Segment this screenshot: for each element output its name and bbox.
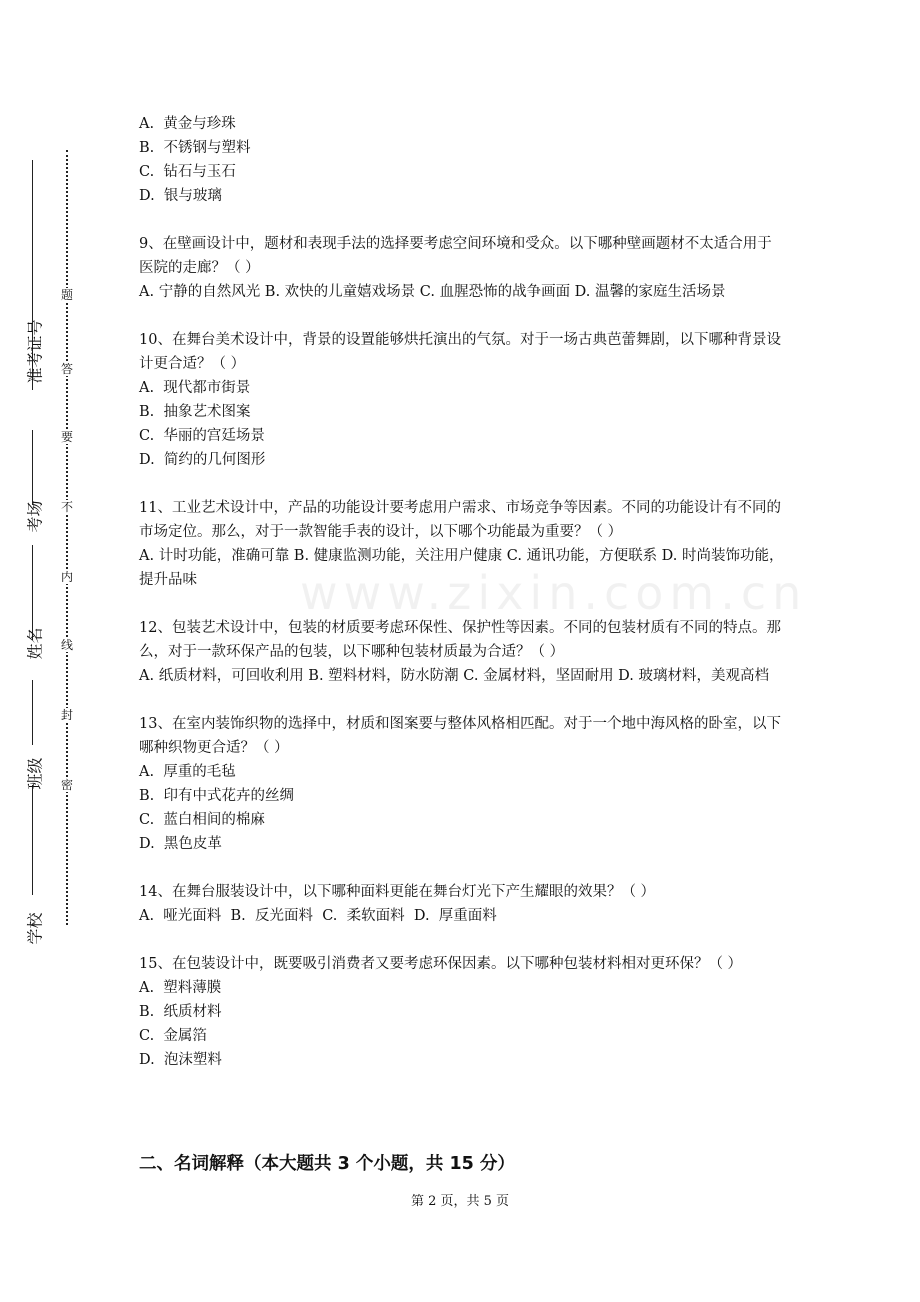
option: B. 纸质材料 xyxy=(139,1004,222,1020)
question-stem: 11、工业艺术设计中，产品的功能设计要考虑用户需求、市场竞争等因素。不同的功能设计有不同的市场定位。那么，对于一款智能手表的设计，以下哪个功能最为重要？（ ） xyxy=(139,500,781,540)
question-options-line: A. 计时功能，准确可靠 B. 健康监测功能，关注用户健康 C. 通讯功能，方便联系 D. 时尚装饰功能，提升品味 xyxy=(139,548,784,588)
question-8-options xyxy=(139,112,785,208)
question-stem: 9、在壁画设计中，题材和表现手法的选择要考虑空间环境和受众。以下哪种壁画题材不太适合用于医院的走廊？（ ） xyxy=(139,236,772,276)
section-title: 二、名词解释（本大题共 3 个小题，共 15 分） xyxy=(139,1154,515,1174)
binding-dotted-char: 线 xyxy=(60,638,73,652)
question-10 xyxy=(139,328,785,472)
question-options-line: A. 纸质材料，可回收利用 B. 塑料材料，防水防潮 C. 金属材料，坚固耐用 D. 玻璃材料，美观高档 xyxy=(139,668,770,684)
page-footer: 第 2 页，共 5 页 xyxy=(410,1194,510,1209)
binding-dotted-char: 答 xyxy=(60,362,73,376)
question-stem: 14、在舞台服装设计中，以下哪种面料更能在舞台灯光下产生耀眼的效果？（ ） xyxy=(139,884,656,900)
option: A. 厚重的毛毡 xyxy=(139,764,236,780)
binding-dotted-line xyxy=(66,150,68,925)
binding-dotted-char: 题 xyxy=(60,288,73,302)
binding-line xyxy=(32,430,33,505)
question-stem: 10、在舞台美术设计中，背景的设置能够烘托演出的气氛。对于一场古典芭蕾舞剧，以下哪种背景设计更合适？（ ） xyxy=(139,332,781,372)
binding-dotted-char: 要 xyxy=(60,430,73,444)
binding-dotted-char: 密 xyxy=(60,778,73,792)
option: A. 塑料薄膜 xyxy=(139,980,222,996)
option: D. 银与玻璃 xyxy=(139,188,222,204)
option: B. 抽象艺术图案 xyxy=(139,404,251,420)
binding-label-name: 姓名 xyxy=(25,627,45,660)
binding-label-school: 学校 xyxy=(25,912,45,945)
question-stem: 12、包装艺术设计中，包装的材质要考虑环保性、保护性等因素。不同的包装材质有不同的特点。那么，对于一款环保产品的包装，以下哪种包装材质最为合适？（ ） xyxy=(139,620,781,660)
option: C. 金属箔 xyxy=(139,1028,207,1044)
option: D. 黑色皮革 xyxy=(139,836,222,852)
binding-dotted-char: 内 xyxy=(60,570,73,584)
option: B. 印有中式花卉的丝绸 xyxy=(139,788,294,804)
binding-margin xyxy=(0,0,90,1302)
question-stem: 13、在室内装饰织物的选择中，材质和图案要与整体风格相匹配。对于一个地中海风格的卧室，以下哪种织物更合适？（ ） xyxy=(139,716,781,756)
question-9 xyxy=(139,232,785,304)
binding-label-class: 班级 xyxy=(25,757,45,790)
option: D. 泡沫塑料 xyxy=(139,1052,222,1068)
question-11 xyxy=(139,496,785,592)
option: C. 钻石与玉石 xyxy=(139,164,236,180)
question-options-line: A. 哑光面料 B. 反光面料 C. 柔软面料 D. 厚重面料 xyxy=(139,908,497,924)
binding-label-exam-room: 考场 xyxy=(25,500,45,533)
exam-content xyxy=(139,112,785,1096)
question-14 xyxy=(139,880,785,928)
option: C. 蓝白相间的棉麻 xyxy=(139,812,265,828)
option: A. 黄金与珍珠 xyxy=(139,116,236,132)
binding-line xyxy=(32,785,33,895)
option: D. 简约的几何图形 xyxy=(139,452,266,468)
question-13 xyxy=(139,712,785,856)
binding-dotted-char: 封 xyxy=(60,708,73,722)
option: A. 现代都市街景 xyxy=(139,380,251,396)
binding-label-exam-id: 准考证号 xyxy=(25,319,45,384)
question-options-line: A. 宁静的自然风光 B. 欢快的儿童嬉戏场景 C. 血腥恐怖的战争画面 D. 温馨的家庭生活场景 xyxy=(139,284,726,300)
option: B. 不锈钢与塑料 xyxy=(139,140,251,156)
binding-dotted-char: 不 xyxy=(60,500,73,514)
question-stem: 15、在包装设计中，既要吸引消费者又要考虑环保因素。以下哪种包装材料相对更环保？（ ） xyxy=(139,956,743,972)
watermark: www.zixin.com.cn xyxy=(300,566,808,620)
question-12 xyxy=(139,616,785,688)
question-15 xyxy=(139,952,785,1072)
option: C. 华丽的宫廷场景 xyxy=(139,428,265,444)
binding-line xyxy=(32,680,33,745)
